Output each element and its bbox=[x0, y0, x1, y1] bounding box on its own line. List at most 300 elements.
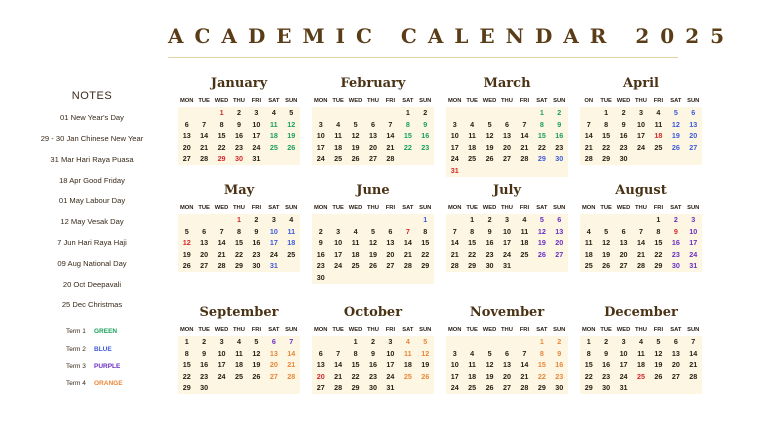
day-cell: 9 bbox=[202, 348, 207, 358]
day-cell: 19 bbox=[182, 249, 191, 259]
weekday-label: SAT bbox=[536, 327, 548, 333]
weekday-label: SUN bbox=[419, 327, 432, 333]
weekday-label: FRI bbox=[385, 205, 396, 211]
days-grid bbox=[580, 336, 702, 394]
day-cell: 19 bbox=[485, 142, 494, 152]
empty-day-cell bbox=[329, 107, 346, 119]
calendar-title: ACADEMIC CALENDAR 2025 bbox=[168, 24, 736, 48]
day-cell: 26 bbox=[671, 142, 680, 152]
day-cell: 17 bbox=[689, 238, 698, 248]
day-cell: 3 bbox=[388, 337, 393, 346]
term-color-name: GREEN bbox=[94, 328, 118, 335]
day-cell: 26 bbox=[421, 371, 430, 381]
day-cell: 29 bbox=[537, 154, 546, 164]
day-cell: 31 bbox=[269, 261, 278, 271]
day-cell: 3 bbox=[219, 337, 224, 346]
day-cell: 18 bbox=[468, 371, 477, 381]
weekday-label: TUE bbox=[198, 98, 210, 104]
day-cell: 14 bbox=[403, 238, 412, 248]
day-cell: 16 bbox=[421, 131, 430, 141]
day-cell: 28 bbox=[386, 154, 395, 164]
weekday-label: FRI bbox=[519, 205, 530, 211]
weekday-label: SUN bbox=[687, 205, 700, 211]
empty-day-cell bbox=[446, 107, 463, 119]
month-january bbox=[178, 72, 300, 165]
day-cell: 22 bbox=[584, 371, 593, 381]
note-item: 25 Dec Christmas bbox=[61, 300, 123, 309]
day-cell: 6 bbox=[388, 226, 393, 236]
day-cell: 13 bbox=[555, 226, 564, 236]
day-cell: 22 bbox=[421, 249, 430, 259]
month-name: November bbox=[469, 305, 545, 320]
day-cell: 14 bbox=[520, 360, 529, 370]
month-september bbox=[178, 301, 300, 394]
day-cell: 1 bbox=[219, 108, 224, 117]
weekday-label: SAT bbox=[670, 327, 682, 333]
day-cell: 12 bbox=[654, 348, 663, 358]
day-cell: 31 bbox=[502, 261, 511, 271]
weekday-label: SUN bbox=[553, 205, 566, 211]
day-cell: 27 bbox=[555, 249, 564, 259]
day-cell: 1 bbox=[539, 337, 544, 346]
weekday-label: FRI bbox=[653, 327, 664, 333]
day-cell: 3 bbox=[452, 119, 457, 129]
day-cell: 14 bbox=[334, 360, 343, 370]
days-grid bbox=[312, 336, 434, 394]
day-cell: 15 bbox=[234, 238, 243, 248]
day-cell: 20 bbox=[316, 371, 325, 381]
day-cell: 13 bbox=[671, 348, 680, 358]
weekday-header-row bbox=[312, 96, 434, 107]
day-cell: 11 bbox=[351, 238, 360, 248]
day-cell: 30 bbox=[252, 261, 261, 271]
day-cell: 23 bbox=[421, 142, 430, 152]
weekday-label: TUE bbox=[600, 205, 612, 211]
day-cell: 26 bbox=[351, 154, 360, 164]
day-cell: 14 bbox=[287, 348, 296, 358]
day-cell: 12 bbox=[485, 360, 494, 370]
day-cell: 21 bbox=[520, 142, 529, 152]
weekday-label: ON bbox=[584, 98, 594, 104]
day-cell: 5 bbox=[370, 226, 375, 236]
weekday-header-row bbox=[178, 203, 300, 214]
empty-day-cell bbox=[347, 107, 364, 119]
day-cell: 12 bbox=[287, 119, 296, 129]
empty-day-cell bbox=[463, 336, 480, 348]
day-cell: 9 bbox=[621, 119, 626, 129]
day-cell: 1 bbox=[586, 337, 591, 346]
day-cell: 2 bbox=[604, 337, 609, 346]
day-cell: 26 bbox=[182, 261, 191, 271]
day-cell: 30 bbox=[555, 154, 564, 164]
month-february bbox=[312, 72, 434, 165]
weekday-label: FRI bbox=[251, 98, 262, 104]
month-july bbox=[446, 179, 568, 272]
day-cell: 13 bbox=[689, 119, 698, 129]
month-october bbox=[312, 301, 434, 394]
day-cell: 11 bbox=[654, 119, 663, 129]
term-label: Term 1 bbox=[66, 328, 86, 335]
day-cell: 8 bbox=[405, 119, 410, 129]
day-cell: 24 bbox=[316, 154, 325, 164]
note-item: 18 Apr Good Friday bbox=[59, 176, 125, 185]
day-cell: 18 bbox=[654, 131, 663, 141]
day-cell: 23 bbox=[316, 261, 325, 271]
day-cell: 13 bbox=[368, 131, 377, 141]
day-cell: 3 bbox=[452, 348, 457, 358]
day-cell: 5 bbox=[487, 119, 492, 129]
day-cell: 29 bbox=[234, 261, 243, 271]
days-grid bbox=[178, 336, 300, 394]
month-name: January bbox=[210, 76, 268, 91]
day-cell: 28 bbox=[520, 383, 529, 393]
empty-day-cell bbox=[446, 214, 463, 226]
day-cell: 7 bbox=[405, 226, 410, 236]
day-cell: 29 bbox=[351, 383, 360, 393]
day-cell: 2 bbox=[487, 215, 492, 224]
day-cell: 22 bbox=[403, 142, 412, 152]
day-cell: 12 bbox=[351, 131, 360, 141]
day-cell: 4 bbox=[470, 119, 475, 129]
day-cell: 14 bbox=[217, 238, 226, 248]
day-cell: 24 bbox=[217, 371, 226, 381]
day-cell: 18 bbox=[287, 238, 296, 248]
month-august bbox=[580, 179, 702, 272]
day-cell: 1 bbox=[353, 337, 358, 346]
weekday-label: SUN bbox=[419, 98, 432, 104]
day-cell: 7 bbox=[289, 337, 294, 346]
day-cell: 13 bbox=[502, 360, 511, 370]
day-cell: 14 bbox=[689, 348, 698, 358]
day-cell: 27 bbox=[182, 154, 191, 164]
weekday-label: SUN bbox=[285, 327, 298, 333]
term-label: Term 2 bbox=[66, 346, 86, 353]
notes-heading: NOTES bbox=[71, 90, 113, 102]
day-cell: 28 bbox=[334, 383, 343, 393]
day-cell: 26 bbox=[485, 383, 494, 393]
weekday-label: MON bbox=[179, 98, 194, 104]
month-name: May bbox=[223, 183, 255, 198]
day-cell: 23 bbox=[252, 249, 261, 259]
empty-day-cell bbox=[382, 107, 399, 119]
weekday-header-row bbox=[446, 96, 568, 107]
note-item: 01 May Labour Day bbox=[58, 196, 126, 205]
day-cell: 8 bbox=[236, 226, 241, 236]
weekday-label: THU bbox=[367, 205, 379, 211]
day-cell: 20 bbox=[555, 238, 564, 248]
day-cell: 17 bbox=[269, 238, 278, 248]
weekday-label: WED bbox=[616, 98, 631, 104]
weekday-label: TUE bbox=[600, 327, 612, 333]
weekday-label: THU bbox=[635, 98, 647, 104]
day-cell: 22 bbox=[217, 142, 226, 152]
day-cell: 7 bbox=[452, 226, 457, 236]
day-cell: 5 bbox=[539, 215, 544, 224]
month-name: October bbox=[343, 305, 403, 320]
month-name: September bbox=[199, 305, 279, 320]
weekday-label: TUE bbox=[466, 98, 478, 104]
day-cell: 1 bbox=[236, 215, 241, 224]
day-cell: 6 bbox=[557, 215, 562, 224]
day-cell: 16 bbox=[485, 238, 494, 248]
day-cell: 14 bbox=[200, 131, 209, 141]
month-name: March bbox=[483, 76, 531, 91]
weekday-label: WED bbox=[348, 327, 363, 333]
day-cell: 21 bbox=[386, 142, 395, 152]
day-cell: 27 bbox=[200, 261, 209, 271]
empty-day-cell bbox=[178, 214, 195, 226]
day-cell: 15 bbox=[403, 131, 412, 141]
weekday-label: MON bbox=[581, 205, 596, 211]
day-cell: 27 bbox=[368, 154, 377, 164]
day-cell: 24 bbox=[252, 142, 261, 152]
day-cell: 12 bbox=[537, 226, 546, 236]
day-cell: 8 bbox=[539, 119, 544, 129]
weekday-label: SAT bbox=[402, 327, 414, 333]
day-cell: 5 bbox=[289, 108, 294, 117]
empty-day-cell bbox=[615, 214, 632, 226]
day-cell: 12 bbox=[671, 119, 680, 129]
day-cell: 24 bbox=[269, 249, 278, 259]
day-cell: 26 bbox=[485, 154, 494, 164]
day-cell: 9 bbox=[423, 119, 428, 129]
day-cell: 26 bbox=[654, 371, 663, 381]
day-cell: 8 bbox=[423, 226, 428, 236]
weekday-label: MON bbox=[179, 327, 194, 333]
day-cell: 27 bbox=[502, 154, 511, 164]
day-cell: 15 bbox=[584, 360, 593, 370]
day-cell: 11 bbox=[520, 226, 529, 236]
weekday-label: THU bbox=[233, 205, 245, 211]
empty-day-cell bbox=[364, 107, 381, 119]
term-legend-4 bbox=[66, 380, 123, 387]
day-cell: 13 bbox=[316, 360, 325, 370]
day-cell: 28 bbox=[217, 261, 226, 271]
month-march bbox=[446, 72, 568, 177]
day-cell: 12 bbox=[602, 238, 611, 248]
day-cell: 19 bbox=[537, 238, 546, 248]
day-cell: 17 bbox=[386, 360, 395, 370]
note-item: 01 New Year's Day bbox=[60, 113, 124, 122]
day-cell: 17 bbox=[450, 142, 459, 152]
day-cell: 12 bbox=[252, 348, 261, 358]
weekday-header-row bbox=[312, 203, 434, 214]
day-cell: 1 bbox=[656, 215, 661, 224]
day-cell: 7 bbox=[336, 348, 341, 358]
day-cell: 13 bbox=[269, 348, 278, 358]
day-cell: 8 bbox=[353, 348, 358, 358]
day-cell: 28 bbox=[403, 261, 412, 271]
note-item: 7 Jun Hari Raya Haji bbox=[57, 238, 127, 247]
day-cell: 25 bbox=[287, 249, 296, 259]
weekday-label: FRI bbox=[251, 205, 262, 211]
weekday-label: SAT bbox=[670, 98, 682, 104]
day-cell: 3 bbox=[691, 215, 696, 224]
day-cell: 23 bbox=[234, 142, 243, 152]
weekday-label: SAT bbox=[536, 98, 548, 104]
day-cell: 17 bbox=[334, 249, 343, 259]
day-cell: 20 bbox=[200, 249, 209, 259]
day-cell: 9 bbox=[487, 226, 492, 236]
term-legend-2 bbox=[66, 346, 112, 353]
day-cell: 8 bbox=[539, 348, 544, 358]
weekday-label: TUE bbox=[332, 205, 344, 211]
empty-day-cell bbox=[632, 214, 649, 226]
day-cell: 23 bbox=[555, 371, 564, 381]
empty-day-cell bbox=[213, 214, 230, 226]
empty-day-cell bbox=[463, 107, 480, 119]
weekday-header-row bbox=[178, 96, 300, 107]
day-cell: 30 bbox=[234, 154, 243, 164]
day-cell: 11 bbox=[235, 348, 243, 358]
day-cell: 3 bbox=[638, 108, 643, 117]
day-cell: 4 bbox=[586, 226, 591, 236]
weekday-label: FRI bbox=[519, 98, 530, 104]
day-cell: 7 bbox=[522, 119, 527, 129]
days-grid bbox=[446, 336, 568, 394]
weekday-label: WED bbox=[482, 327, 497, 333]
day-cell: 29 bbox=[654, 261, 663, 271]
weekday-label: TUE bbox=[600, 98, 612, 104]
day-cell: 20 bbox=[619, 249, 628, 259]
month-name: April bbox=[623, 76, 659, 91]
day-cell: 12 bbox=[421, 348, 430, 358]
day-cell: 5 bbox=[423, 337, 428, 346]
day-cell: 13 bbox=[386, 238, 395, 248]
day-cell: 20 bbox=[502, 371, 511, 381]
day-cell: 14 bbox=[520, 131, 529, 141]
day-cell: 31 bbox=[619, 383, 628, 393]
day-cell: 28 bbox=[636, 261, 645, 271]
day-cell: 20 bbox=[182, 142, 191, 152]
day-cell: 27 bbox=[671, 371, 680, 381]
term-color-name: ORANGE bbox=[94, 380, 123, 387]
day-cell: 29 bbox=[468, 261, 477, 271]
day-cell: 11 bbox=[270, 119, 278, 129]
weekday-label: FRI bbox=[653, 98, 664, 104]
day-cell: 7 bbox=[638, 226, 643, 236]
day-cell: 21 bbox=[520, 371, 529, 381]
day-cell: 23 bbox=[555, 142, 564, 152]
empty-day-cell bbox=[498, 336, 515, 348]
day-cell: 15 bbox=[468, 238, 477, 248]
day-cell: 1 bbox=[470, 215, 475, 224]
day-cell: 13 bbox=[200, 238, 209, 248]
day-cell: 16 bbox=[252, 238, 261, 248]
day-cell: 9 bbox=[673, 226, 678, 236]
day-cell: 7 bbox=[202, 119, 207, 129]
day-cell: 30 bbox=[368, 383, 377, 393]
weekday-label: SAT bbox=[268, 98, 280, 104]
weekday-label: THU bbox=[367, 98, 379, 104]
weekday-label: THU bbox=[635, 327, 647, 333]
empty-day-cell bbox=[329, 336, 346, 348]
day-cell: 19 bbox=[287, 131, 296, 141]
day-cell: 21 bbox=[334, 371, 343, 381]
day-cell: 24 bbox=[450, 154, 459, 164]
day-cell: 10 bbox=[450, 131, 459, 141]
weekday-label: THU bbox=[501, 98, 513, 104]
days-grid bbox=[446, 107, 568, 177]
day-cell: 30 bbox=[555, 383, 564, 393]
weekday-label: WED bbox=[348, 98, 363, 104]
day-cell: 28 bbox=[450, 261, 459, 271]
day-cell: 5 bbox=[487, 348, 492, 358]
day-cell: 3 bbox=[271, 215, 276, 224]
day-cell: 15 bbox=[537, 131, 546, 141]
day-cell: 21 bbox=[584, 142, 593, 152]
day-cell: 10 bbox=[619, 348, 628, 358]
weekday-label: MON bbox=[313, 327, 328, 333]
day-cell: 28 bbox=[689, 371, 698, 381]
day-cell: 29 bbox=[602, 154, 611, 164]
day-cell: 9 bbox=[557, 119, 562, 129]
day-cell: 8 bbox=[604, 119, 609, 129]
day-cell: 10 bbox=[386, 348, 395, 358]
term-legend-3 bbox=[66, 363, 120, 370]
weekday-label: THU bbox=[635, 205, 647, 211]
day-cell: 6 bbox=[370, 119, 375, 129]
day-cell: 2 bbox=[202, 337, 207, 346]
day-cell: 19 bbox=[421, 360, 430, 370]
day-cell: 17 bbox=[252, 131, 261, 141]
day-cell: 4 bbox=[470, 348, 475, 358]
weekday-header-row bbox=[580, 325, 702, 336]
weekday-label: THU bbox=[367, 327, 379, 333]
day-cell: 16 bbox=[602, 360, 611, 370]
day-cell: 23 bbox=[671, 249, 680, 259]
empty-day-cell bbox=[312, 107, 329, 119]
day-cell: 4 bbox=[236, 337, 241, 346]
day-cell: 22 bbox=[654, 249, 663, 259]
day-cell: 16 bbox=[555, 131, 564, 141]
day-cell: 28 bbox=[584, 154, 593, 164]
day-cell: 4 bbox=[656, 108, 661, 117]
weekday-label: THU bbox=[233, 327, 245, 333]
day-cell: 30 bbox=[316, 272, 325, 282]
empty-day-cell bbox=[312, 214, 329, 226]
day-cell: 4 bbox=[289, 215, 294, 224]
day-cell: 29 bbox=[217, 154, 226, 164]
empty-day-cell bbox=[446, 336, 463, 348]
day-cell: 19 bbox=[671, 131, 680, 141]
weekday-label: TUE bbox=[332, 327, 344, 333]
day-cell: 17 bbox=[502, 238, 511, 248]
day-cell: 12 bbox=[368, 238, 377, 248]
day-cell: 14 bbox=[636, 238, 645, 248]
day-cell: 3 bbox=[336, 226, 341, 236]
weekday-label: MON bbox=[179, 205, 194, 211]
day-cell: 28 bbox=[200, 154, 209, 164]
day-cell: 22 bbox=[351, 371, 360, 381]
day-cell: 22 bbox=[468, 249, 477, 259]
empty-day-cell bbox=[481, 336, 498, 348]
day-cell: 17 bbox=[316, 142, 325, 152]
day-cell: 19 bbox=[252, 360, 261, 370]
day-cell: 18 bbox=[468, 142, 477, 152]
month-name: December bbox=[604, 305, 678, 320]
days-grid bbox=[312, 107, 434, 165]
month-name: July bbox=[492, 183, 522, 198]
day-cell: 25 bbox=[654, 142, 663, 152]
weekday-label: SAT bbox=[268, 327, 280, 333]
day-cell: 26 bbox=[602, 261, 611, 271]
weekday-label: WED bbox=[616, 205, 631, 211]
empty-day-cell bbox=[516, 336, 533, 348]
weekday-label: WED bbox=[214, 98, 229, 104]
day-cell: 15 bbox=[182, 360, 191, 370]
empty-day-cell bbox=[382, 214, 399, 226]
